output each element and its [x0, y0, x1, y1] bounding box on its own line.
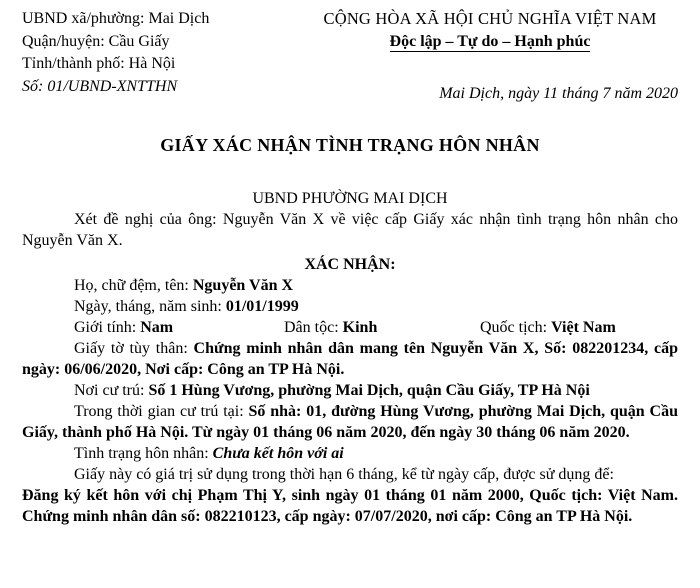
issuing-authority-block	[22, 8, 209, 98]
purpose-paragraph: Đăng ký kết hôn với chị Phạm Thị Y, sinh ngày 01 tháng 01 năm 2000, Quốc tịch: Việt Nam. Chứng minh nhân dân số: 082210123, cấp ngày: 07/07/2020, nơi cấp: Công an TP Hà Nội.	[22, 487, 678, 525]
document-number: Số: 01/UBND-XNTTHN	[22, 77, 178, 95]
validity-line: Giấy này có giá trị sử dụng trong thời hạn 6 tháng, kể từ ngày cấp, được sử dụng để:	[74, 466, 614, 483]
dob-label: Ngày, tháng, năm sinh:	[74, 298, 226, 315]
full-name-label: Họ, chữ đệm, tên:	[74, 277, 193, 294]
full-name-value: Nguyễn Văn X	[192, 277, 294, 294]
ethnic-label: Dân tộc:	[284, 319, 343, 336]
residence-value: Số 1 Hùng Vương, phường Mai Dịch, quận Cầu Giấy, TP Hà Nội	[148, 382, 590, 399]
confirm-heading: XÁC NHẬN:	[304, 256, 396, 273]
id-document-line	[22, 338, 678, 380]
authority-city: Tỉnh/thành phố: Hà Nội	[22, 55, 176, 72]
issuer-name: UBND PHƯỜNG MAI DỊCH	[252, 190, 448, 207]
nationality-label: Quốc tịch:	[480, 319, 552, 336]
national-title: CỘNG HÒA XÃ HỘI CHỦ NGHĨA VIỆT NAM	[323, 9, 657, 28]
marital-status-line	[22, 443, 678, 464]
residence-period-line	[22, 401, 678, 443]
full-name-line	[22, 275, 678, 296]
residence-period-label: Trong thời gian cư trú tại:	[74, 403, 249, 420]
marital-status-label: Tình trạng hôn nhân:	[74, 445, 213, 462]
id-document-value: Chứng minh nhân dân mang tên Nguyễn Văn X, Số: 082201234, cấp ngày: 06/06/2020, Nơi cấp: Công an TP Hà Nội.	[22, 340, 679, 378]
request-paragraph: Xét đề nghị của ông: Nguyễn Văn X về việc cấp Giấy xác nhận tình trạng hôn nhân cho Nguyễn Văn X.	[22, 211, 678, 249]
authority-ward: UBND xã/phường: Mai Dịch	[22, 10, 210, 27]
authority-district: Quận/huyện: Cầu Giấy	[22, 32, 170, 50]
national-heading-block	[290, 8, 690, 53]
residence-label: Nơi cư trú:	[74, 382, 149, 399]
gender-ethnic-nationality-line	[22, 317, 678, 338]
residence-line	[22, 380, 678, 401]
id-document-label: Giấy tờ tùy thân:	[74, 340, 194, 357]
dob-value: 01/01/1999	[225, 298, 299, 315]
gender-value: Nam	[140, 319, 174, 336]
marital-status-value: Chưa kết hôn với ai	[212, 445, 344, 462]
dob-line	[22, 296, 678, 317]
document-title: GIẤY XÁC NHẬN TÌNH TRẠNG HÔN NHÂN	[160, 135, 540, 155]
issue-date: Mai Dịch, ngày 11 tháng 7 năm 2020	[439, 85, 678, 102]
residence-period-value: Số nhà: 01, đường Hùng Vương, phường Mai Dịch, quận Cầu Giấy, thành phố Hà Nội. Từ ngày 01 tháng 06 năm 2020, đến ngày 30 tháng 06 năm 2020.	[22, 403, 679, 441]
gender-label: Giới tính:	[74, 319, 141, 336]
national-motto: Độc lập – Tự do – Hạnh phúc	[389, 32, 591, 50]
document-body	[22, 188, 678, 527]
nationality-value: Việt Nam	[551, 319, 616, 336]
ethnic-value: Kinh	[342, 319, 378, 336]
